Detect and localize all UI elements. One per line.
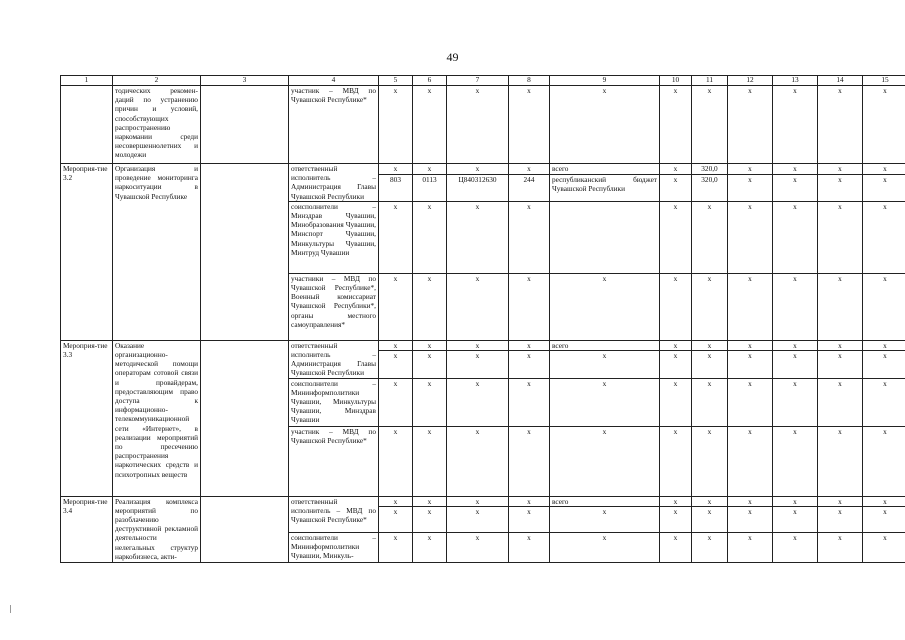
value-cell: х: [863, 340, 905, 351]
value-cell: х: [863, 164, 905, 175]
value-cell: х: [413, 378, 447, 426]
value-cell: х: [509, 164, 550, 175]
executor-cell: ответственный исполнитель – Администрация Главы Чувашской Республики: [289, 164, 379, 202]
value-cell: х: [818, 340, 863, 351]
value-cell: х: [773, 340, 818, 351]
value-cell: х: [728, 174, 773, 201]
value-cell: х: [447, 496, 509, 506]
value-cell: х: [447, 201, 509, 273]
value-cell: х: [413, 340, 447, 351]
value-cell: х: [818, 532, 863, 562]
value-cell: х: [818, 273, 863, 340]
executor-cell: участник – МВД по Чувашской Республике*: [289, 86, 379, 164]
value-cell: х: [447, 506, 509, 532]
value-cell: х: [509, 532, 550, 562]
scan-margin-mark: [10, 605, 11, 613]
value-cell: х: [818, 164, 863, 175]
value-cell: х: [447, 426, 509, 496]
value-cell: х: [509, 506, 550, 532]
value-cell: х: [692, 86, 728, 164]
col-header: 13: [773, 76, 818, 86]
empty-cell: [201, 340, 289, 496]
value-cell: х: [863, 506, 905, 532]
value-cell: х: [863, 496, 905, 506]
value-cell: х: [773, 378, 818, 426]
executor-cell: ответственный исполнитель – Администрация Главы Чувашской Республики: [289, 340, 379, 378]
col-header: 6: [413, 76, 447, 86]
value-cell: х: [379, 273, 413, 340]
value-cell: х: [728, 378, 773, 426]
col-header: 4: [289, 76, 379, 86]
value-cell: х: [728, 273, 773, 340]
value-cell: х: [773, 506, 818, 532]
col-header: 1: [61, 76, 113, 86]
table-row: [61, 164, 905, 175]
value-cell: х: [818, 496, 863, 506]
value-cell: х: [660, 496, 692, 506]
table-row: [61, 340, 905, 351]
executor-cell: участник – МВД по Чувашской Республике*: [289, 426, 379, 496]
value-cell: х: [773, 201, 818, 273]
value-cell: х: [692, 378, 728, 426]
value-cell: х: [413, 506, 447, 532]
value-cell: х: [692, 201, 728, 273]
col-header: 15: [863, 76, 905, 86]
col-header: 2: [113, 76, 201, 86]
value-cell: х: [692, 532, 728, 562]
value-cell: х: [773, 351, 818, 378]
code-cell: Ц840312630: [447, 174, 509, 201]
value-cell: х: [509, 351, 550, 378]
value-cell: х: [413, 532, 447, 562]
value-cell: х: [818, 506, 863, 532]
value-cell: х: [773, 496, 818, 506]
value-cell: х: [550, 426, 660, 496]
value-cell: х: [863, 378, 905, 426]
value-cell: х: [413, 351, 447, 378]
value-cell: х: [773, 86, 818, 164]
value-cell: х: [550, 86, 660, 164]
value-cell: х: [863, 273, 905, 340]
value-cell: х: [773, 174, 818, 201]
value-cell: х: [379, 506, 413, 532]
col-header: 7: [447, 76, 509, 86]
value-cell: х: [447, 378, 509, 426]
value-cell: х: [660, 426, 692, 496]
value-cell: х: [550, 351, 660, 378]
code-cell: 244: [509, 174, 550, 201]
value-cell: х: [773, 273, 818, 340]
measure-description: Организация и проведение мониторинга наркоситуации в Чувашской Республике: [113, 164, 201, 341]
col-header: 8: [509, 76, 550, 86]
value-cell: х: [692, 506, 728, 532]
code-cell: 803: [379, 174, 413, 201]
code-cell: 0113: [413, 174, 447, 201]
value-cell: х: [660, 351, 692, 378]
value-cell: х: [447, 164, 509, 175]
value-cell: х: [728, 86, 773, 164]
value-cell: х: [863, 351, 905, 378]
value-cell: х: [818, 174, 863, 201]
value-cell: х: [447, 273, 509, 340]
executor-cell: ответственный исполнитель – МВД по Чувашской Республике*: [289, 496, 379, 532]
value-cell: х: [379, 351, 413, 378]
value-cell: х: [550, 532, 660, 562]
empty-cell: [201, 164, 289, 341]
value-cell: х: [728, 426, 773, 496]
value-cell: х: [550, 273, 660, 340]
value-cell: х: [728, 340, 773, 351]
value-cell: х: [660, 174, 692, 201]
value-cell: х: [660, 378, 692, 426]
measure-id-cell: Мероприя-тие 3.4: [61, 496, 113, 562]
col-header: 14: [818, 76, 863, 86]
value-cell: х: [728, 496, 773, 506]
value-cell: х: [728, 532, 773, 562]
value-cell: х: [728, 506, 773, 532]
value-cell: х: [818, 86, 863, 164]
value-cell: х: [413, 426, 447, 496]
measure-description: тодических рекомен-даций по устранению причин и условий, способствующих распространению наркомании среди несовершеннолетних и молодежи: [113, 86, 201, 164]
value-cell: х: [660, 201, 692, 273]
value-cell: х: [447, 351, 509, 378]
value-cell: х: [413, 496, 447, 506]
value-cell: х: [728, 164, 773, 175]
value-cell: х: [863, 426, 905, 496]
source-cell: республиканский бюджет Чувашской Республики: [550, 174, 660, 201]
value-cell: х: [379, 532, 413, 562]
executor-cell: участники – МВД по Чувашской Республике*, Военный комиссариат Чувашской Республики*, органы местного самоуправления*: [289, 273, 379, 340]
value-cell: х: [413, 201, 447, 273]
value-cell: х: [818, 426, 863, 496]
value-cell: х: [413, 86, 447, 164]
source-cell: всего: [550, 164, 660, 175]
executor-cell: соисполнители – Мининформполитики Чувашии, Минкультуры Чувашии, Минздрав Чувашии: [289, 378, 379, 426]
value-cell: х: [379, 340, 413, 351]
value-cell: х: [509, 201, 550, 273]
value-cell: х: [379, 164, 413, 175]
value-cell: х: [379, 201, 413, 273]
empty-cell: [201, 496, 289, 562]
value-cell: х: [692, 426, 728, 496]
empty-cell: [201, 86, 289, 164]
value-cell: х: [660, 532, 692, 562]
value-cell: х: [509, 86, 550, 164]
value-cell: х: [660, 340, 692, 351]
value-cell: х: [660, 506, 692, 532]
value-cell: х: [660, 86, 692, 164]
value-cell: х: [660, 164, 692, 175]
value-cell: х: [447, 340, 509, 351]
value-cell: х: [692, 496, 728, 506]
amount-cell: 320,0: [692, 164, 728, 175]
value-cell: х: [692, 273, 728, 340]
measure-description: Реализация комплекса мероприятий по разоблачению деструктивной рекламной деятельности нелегальных структур наркобизнеса, акти-: [113, 496, 201, 562]
value-cell: х: [818, 378, 863, 426]
value-cell: х: [413, 273, 447, 340]
value-cell: х: [509, 496, 550, 506]
table-row: [61, 496, 905, 506]
value-cell: х: [379, 496, 413, 506]
executor-cell: соисполнители – Мининформполитики Чувашии, Минкуль-: [289, 532, 379, 562]
value-cell: х: [509, 378, 550, 426]
value-cell: х: [863, 201, 905, 273]
value-cell: х: [818, 201, 863, 273]
value-cell: х: [550, 378, 660, 426]
value-cell: х: [728, 351, 773, 378]
value-cell: х: [863, 86, 905, 164]
source-cell: всего: [550, 340, 660, 351]
value-cell: х: [660, 273, 692, 340]
col-header: 5: [379, 76, 413, 86]
amount-cell: 320,0: [692, 174, 728, 201]
value-cell: х: [509, 273, 550, 340]
measure-id-cell: Мероприя-тие 3.3: [61, 340, 113, 496]
measure-id-cell: Мероприя-тие 3.2: [61, 164, 113, 341]
value-cell: х: [773, 532, 818, 562]
header-row: [61, 76, 905, 86]
value-cell: х: [863, 532, 905, 562]
value-cell: х: [728, 201, 773, 273]
value-cell: х: [863, 174, 905, 201]
value-cell: х: [413, 164, 447, 175]
value-cell: х: [379, 86, 413, 164]
value-cell: х: [818, 351, 863, 378]
value-cell: х: [379, 426, 413, 496]
value-cell: х: [379, 378, 413, 426]
source-cell: всего: [550, 496, 660, 506]
value-cell: х: [447, 532, 509, 562]
program-table: [60, 75, 905, 563]
table-row: [61, 86, 905, 164]
executor-cell: соисполнители – Минздрав Чувашии, Минобразования Чувашии, Минспорт Чувашии, Минкультуры Чувашии, Минтруд Чувашии: [289, 201, 379, 273]
value-cell: х: [509, 340, 550, 351]
value-cell: х: [773, 164, 818, 175]
value-cell: х: [447, 86, 509, 164]
value-cell: х: [692, 351, 728, 378]
measure-id-cell: [61, 86, 113, 164]
col-header: 3: [201, 76, 289, 86]
measure-description: Оказание организационно-методической помощи операторам сотовой связи и провайдерам, предоставляющим право доступа к информационно-телекоммуникационной сети «Интернет», в реализации мероприятий по пресечению распространения наркотических средств и психотропных веществ: [113, 340, 201, 496]
value-cell: х: [550, 506, 660, 532]
empty-cell: [550, 201, 660, 273]
col-header: 11: [692, 76, 728, 86]
col-header: 10: [660, 76, 692, 86]
col-header: 12: [728, 76, 773, 86]
value-cell: х: [773, 426, 818, 496]
col-header: 9: [550, 76, 660, 86]
value-cell: х: [692, 340, 728, 351]
value-cell: х: [509, 426, 550, 496]
page-number: 49: [446, 50, 459, 64]
